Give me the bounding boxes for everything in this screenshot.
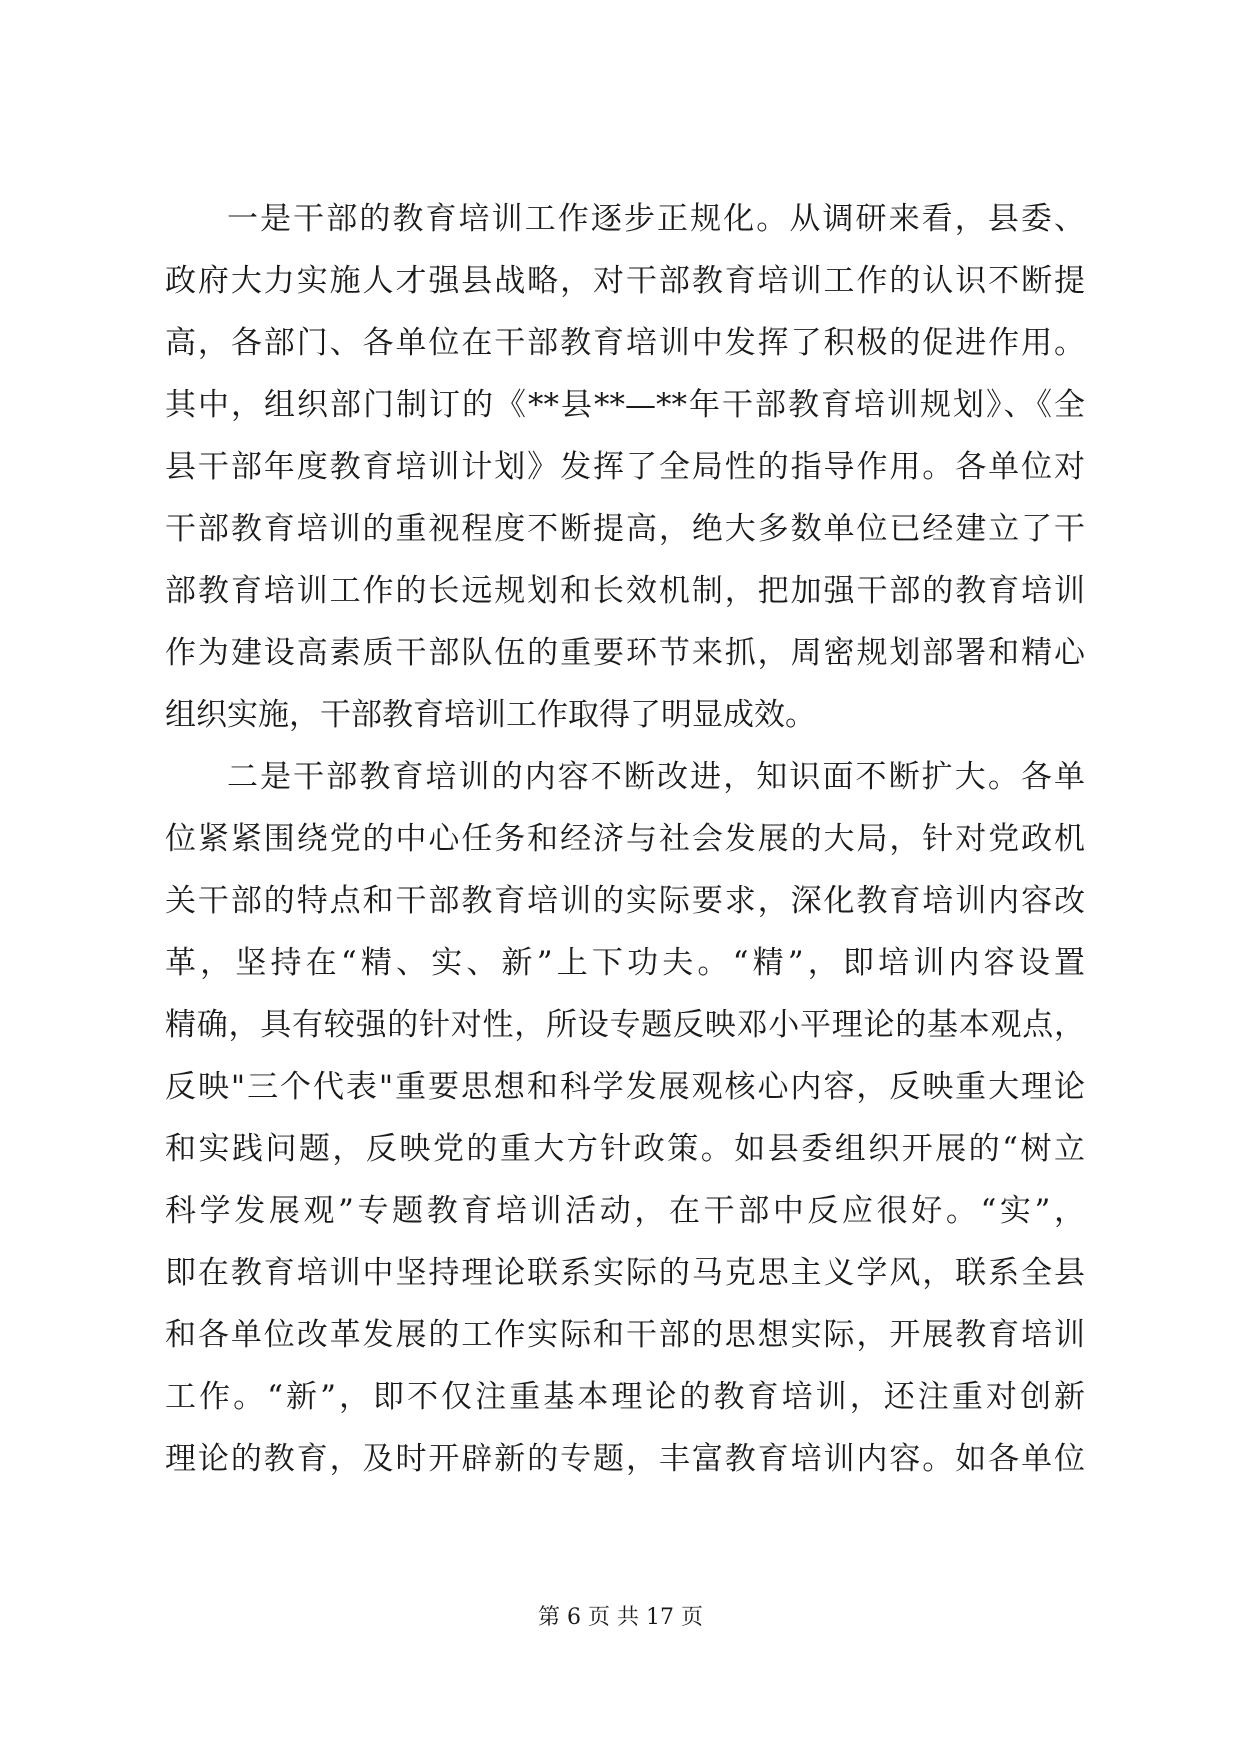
text-line: 关干部的特点和干部教育培训的实际要求，深化教育培训内容改	[165, 883, 1085, 919]
page-footer: 第 6 页 共 17 页	[538, 1605, 703, 1630]
text-line: 政府大力实施人才强县战略，对干部教育培训工作的认识不断提	[165, 263, 1085, 299]
text-line: 高，各部门、各单位在干部教育培训中发挥了积极的促进作用。	[165, 325, 1085, 361]
text-line: 即在教育培训中坚持理论联系实际的马克思主义学风，联系全县	[165, 1255, 1085, 1291]
document-body	[165, 188, 1085, 1490]
text-line: 工作。“新”，即不仅注重基本理论的教育培训，还注重对创新	[165, 1379, 1085, 1415]
text-line: 位紧紧围绕党的中心任务和经济与社会发展的大局，针对党政机	[165, 821, 1085, 857]
text-line: 理论的教育，及时开辟新的专题，丰富教育培训内容。如各单位	[165, 1441, 1085, 1477]
text-line: 精确，具有较强的针对性，所设专题反映邓小平理论的基本观点，	[165, 1007, 1085, 1043]
text-line: 和实践问题，反映党的重大方针政策。如县委组织开展的“树立	[165, 1131, 1085, 1167]
text-line: 县干部年度教育培训计划》发挥了全局性的指导作用。各单位对	[165, 449, 1085, 485]
text-line: 反映"三个代表"重要思想和科学发展观核心内容，反映重大理论	[165, 1069, 1085, 1105]
text-line: 作为建设高素质干部队伍的重要环节来抓，周密规划部署和精心	[165, 635, 1085, 671]
text-line: 科学发展观”专题教育培训活动，在干部中反应很好。“实”，	[165, 1193, 1085, 1229]
text-line: 部教育培训工作的长远规划和长效机制，把加强干部的教育培训	[165, 573, 1085, 609]
text-line: 革，坚持在“精、实、新”上下功夫。“精”，即培训内容设置	[165, 945, 1085, 981]
text-line: 组织实施，干部教育培训工作取得了明显成效。	[165, 697, 816, 733]
text-line: 一是干部的教育培训工作逐步正规化。从调研来看，县委、	[227, 201, 1085, 237]
text-line: 二是干部教育培训的内容不断改进，知识面不断扩大。各单	[227, 759, 1085, 795]
text-line: 干部教育培训的重视程度不断提高，绝大多数单位已经建立了干	[165, 511, 1085, 547]
text-line: 和各单位改革发展的工作实际和干部的思想实际，开展教育培训	[165, 1317, 1085, 1353]
text-line: 其中，组织部门制订的《**县**—**年干部教育培训规划》、《全	[165, 387, 1085, 423]
